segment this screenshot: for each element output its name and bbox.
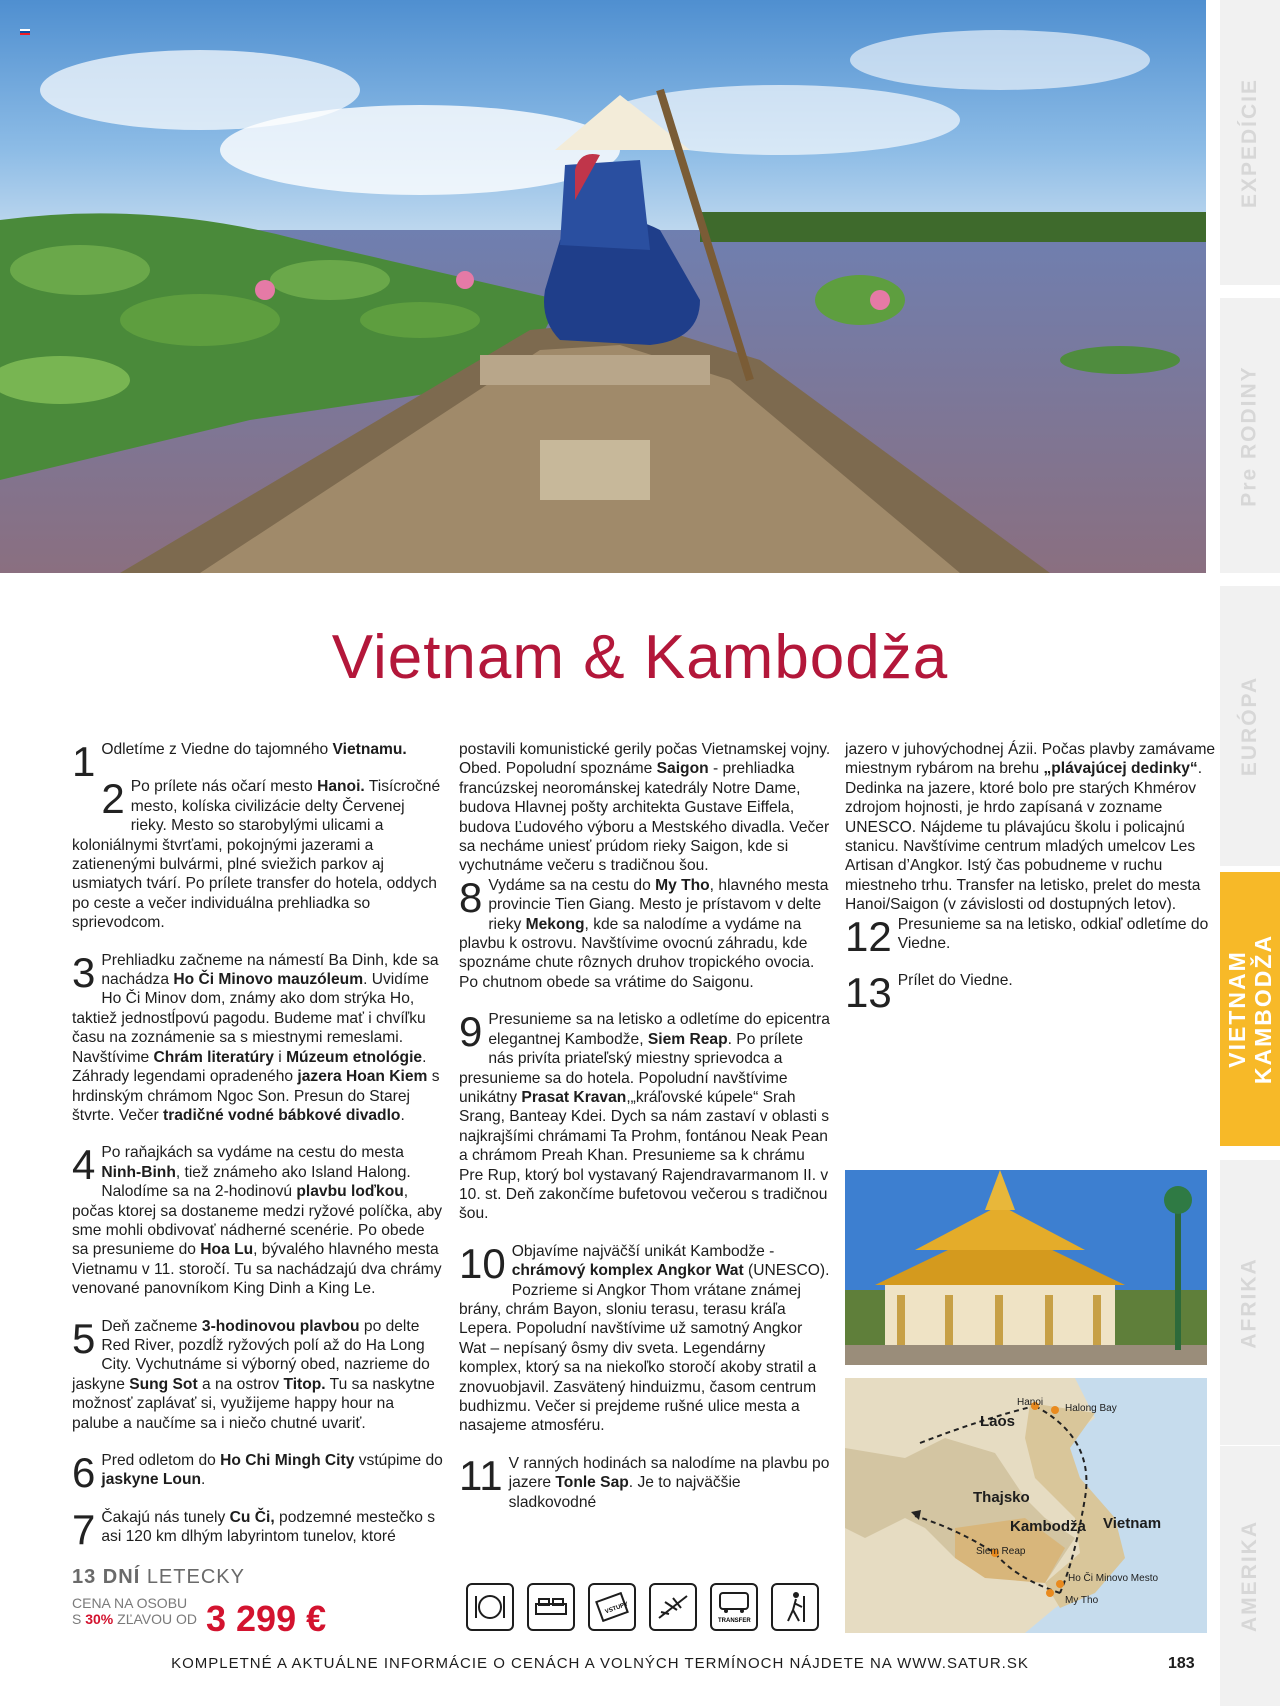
itinerary-day-4 bbox=[72, 1143, 444, 1298]
itinerary-column-1 bbox=[72, 740, 444, 1565]
day-number: 5 bbox=[72, 1314, 96, 1362]
footer-info: KOMPLETNÉ A AKTUÁLNE INFORMÁCIE O CENÁCH A VOLNÝCH TERMÍNOCH NÁJDETE NA WWW.SATUR.SK bbox=[171, 1655, 1029, 1672]
day-number: 3 bbox=[72, 948, 96, 996]
map-label-ho-chi-minh: Ho Či Minovo Mesto bbox=[1068, 1573, 1159, 1584]
tab-vietnam-kambodza[interactable]: VIETNAM KAMBODŽA bbox=[1220, 872, 1280, 1146]
itinerary-day-2 bbox=[72, 777, 444, 932]
itinerary-column-3 bbox=[845, 740, 1217, 1017]
flag-icon bbox=[20, 22, 30, 28]
itinerary-day-6 bbox=[72, 1449, 444, 1496]
tab-amerika[interactable]: AMERIKA bbox=[1220, 1446, 1280, 1706]
route-map bbox=[845, 1378, 1207, 1633]
price-block bbox=[72, 1566, 452, 1639]
map-label-laos: Laos bbox=[980, 1413, 1016, 1430]
itinerary-day-continued bbox=[845, 740, 1217, 915]
day-number: 12 bbox=[845, 912, 892, 960]
map-label-vietnam: Vietnam bbox=[1103, 1515, 1162, 1532]
map-label-halong-bay: Halong Bay bbox=[1065, 1403, 1117, 1414]
itinerary-day-continued bbox=[459, 740, 831, 876]
service-icons bbox=[466, 1583, 819, 1631]
day-text: Po prílete nás očarí mesto Hanoi. Tisícročné mesto, kolíska civilizácie delty Červenej rieky. Mesto so starobylými ulicami a koloniálnymi štvrťami, pokojnými jazerami a zatienenými bulvármi, plné sviežich parkov aj usmiatych tvárí. Po prílete transfer do hotela, oddych po ceste a večer individuálna prehliadka so sprievodcom. bbox=[72, 778, 441, 932]
price-label: CENA NA OSOBU bbox=[72, 1595, 188, 1611]
page-title: Vietnam & Kambodža bbox=[331, 623, 949, 692]
day-number: 2 bbox=[101, 775, 125, 823]
map-label-thajsko: Thajsko bbox=[973, 1489, 1030, 1506]
day-text: jazero v juhovýchodnej Ázii. Počas plavby zamávame miestnym rybárom na brehu „plávajúcej dedinky“. Dedinka na jazere, ktoré bolo pre starých Khmérov zdrojom hojnosti, je hrdo zapísaná v zozname UNESCO. Nájdeme tu plávajúcu školu i policajnú stanicu. Navštívime centrum mladých umelcov Les Artisan d’Angkor. Istý čas pobudneme v ruchu miestneho trhu. Transfer na letisko, prelet do mesta Hanoi/Saigon (v závislosti od dostupných letov). bbox=[845, 741, 1216, 914]
day-number: 9 bbox=[459, 1008, 483, 1056]
day-text: V ranných hodinách sa nalodíme na plavbu po jazere Tonle Sap. Je to najväčšie sladkovodné bbox=[508, 1454, 830, 1511]
day-text: Objavíme najväčší unikát Kambodže - chrámový komplex Angkor Wat (UNESCO). Pozrieme si Angkor Thom vrátane známej brány, chrám Bayon, sloniu terasu, terasu kráľa Lepera. Popoludní navštívime už samotný Angkor Wat – nepísaný ôsmy div sveta. Legendárny komplex, ktorý sa na niekoľko storočí akoby stratil a znovuobjavil. Zasvätený hinduizmu, časom centrum budhizmu. Večer si prejdeme rušné ulice mesta a nasajeme atmosféru. bbox=[459, 1242, 830, 1435]
svg-text:VSTUPY: VSTUPY bbox=[604, 1601, 630, 1616]
day-text: postavili komunistické gerily počas Vietnamskej vojny. Obed. Popoludní spoznáme Saigon - prehliadka francúzskej neorománskej katedrály Notre Dame, budova Hlavnej pošty architekta Gustave Eiffela, budova Ľudového výboru a Mestského divadla. Večer sa necháme uniesť prúdom rieky Saigon, kde si vychutnáme večeru s tradičnou šou. bbox=[459, 741, 831, 875]
itinerary-day-9 bbox=[459, 1010, 831, 1223]
meals-icon bbox=[466, 1583, 514, 1631]
map-label-my-tho: My Tho bbox=[1065, 1595, 1099, 1606]
tab-afrika[interactable]: AFRIKA bbox=[1220, 1160, 1280, 1445]
entry-ticket-icon bbox=[588, 1583, 636, 1631]
day-text: Pred odletom do Ho Chi Mingh City vstúpime do jaskyne Loun. bbox=[101, 1452, 443, 1489]
hotel-bed-icon bbox=[527, 1583, 575, 1631]
map-label-siem-reap: Siem Reap bbox=[976, 1546, 1026, 1557]
day-number: 7 bbox=[72, 1505, 96, 1553]
page-number: 183 bbox=[1168, 1655, 1195, 1672]
day-text: Po raňajkách sa vydáme na cestu do mesta Ninh-Binh, tiež známeho ako Island Halong. Nalodíme sa na 2-hodinovú plavbu loďkou, počas ktorej sa dostaneme medzi ryžové políčka, aby sme mohli obdivovať nádherné scenérie. Po obede sa presunieme do Hoa Lu, bývalého hlavného mesta Vietnamu v 11. storočí. Tu sa nachádzajú dva chrámy venované panovníkom King Dinh a King Le. bbox=[72, 1144, 443, 1298]
itinerary-day-5 bbox=[72, 1314, 444, 1433]
day-number: 6 bbox=[72, 1449, 96, 1496]
day-text: Odletíme z Viedne do tajomného Vietnamu. bbox=[101, 741, 407, 758]
trip-duration: 13 DNÍ LETECKY bbox=[72, 1566, 245, 1588]
tab-expedicie[interactable]: EXPEDÍCIE bbox=[1220, 0, 1280, 285]
itinerary-day-10 bbox=[459, 1239, 831, 1436]
day-text: Prehliadku začneme na námestí Ba Dinh, kde sa nachádza Ho Či Minovo mauzóleum. Uvidíme Ho Či Minov dom, známy ako dom strýka Ho, taktiež jednostĺpovú pagodu. Budeme mať i chvíľku času na zoznámenie sa s miestnymi remeslami. Navštívime Chrám literatúry i Múzeum etnológie. Záhrady legendami opradeného jazera Hoan Kiem s hrdinským chrámom Ngoc Son. Presun do Starej štvrte. Večer tradičné vodné bábkové divadlo. bbox=[72, 951, 440, 1124]
day-number: 11 bbox=[459, 1451, 503, 1499]
hiking-icon bbox=[771, 1583, 819, 1631]
itinerary-day-11 bbox=[459, 1451, 831, 1512]
tab-pre-rodiny[interactable]: Pre RODINY bbox=[1220, 298, 1280, 573]
itinerary-day-12 bbox=[845, 912, 1217, 960]
itinerary-day-7 bbox=[72, 1505, 444, 1553]
transfer-bus-icon bbox=[710, 1583, 758, 1631]
itinerary-day-1 bbox=[72, 738, 444, 785]
day-text: Presunieme sa na letisko, odkiaľ odletíme do Viedne. bbox=[897, 915, 1209, 953]
day-text: Vydáme sa na cestu do My Tho, hlavného mesta provincie Tien Giang. Mesto je prístavom v delte rieky Mekong, kde sa nalodíme a vydáme na plavbu k ostrovu. Navštívime ovocnú záhradu, kde spoznáme chute rôznych druhov tropického ovocia. Po chutnom obede sa vrátime do Saigonu. bbox=[459, 876, 829, 991]
map-label-kambodza: Kambodža bbox=[1010, 1518, 1086, 1535]
royal-palace-photo bbox=[845, 1170, 1207, 1365]
hero-photo-mekong-boat bbox=[0, 0, 1206, 573]
discount-label: S 30% ZĽAVOU OD bbox=[72, 1611, 198, 1627]
svg-text:TRANSFER: TRANSFER bbox=[718, 1618, 751, 1624]
day-number: 4 bbox=[72, 1141, 96, 1189]
day-text: Prílet do Viedne. bbox=[897, 972, 1013, 990]
itinerary-day-3 bbox=[72, 948, 444, 1126]
day-number: 13 bbox=[845, 969, 892, 1017]
price-amount: 3 299 € bbox=[206, 1598, 327, 1639]
day-text: Presunieme sa na letisko a odletíme do epicentra elegantnej Kambodže, Siem Reap. Po prílete nás privíta priateľský miestny sprievodca a presunieme sa do hotela. Popoludní navštívime unikátny Prasat Kravan,„kráľovské kúpele“ Srah Srang, Banteay Kdei. Dych sa nám zastaví v oblasti s najkrajšími chrámami Ta Prohm, fontánou Neak Pean a chrámom Preah Khan. Presunieme sa k chrámu Pre Rup, ktorý bol vystavaný Rajendravarmanom II. v 10. st. Deň zakončíme bufetovou večerou s tradičnou šou. bbox=[459, 1011, 830, 1223]
day-number: 8 bbox=[459, 873, 483, 921]
itinerary-day-8 bbox=[459, 873, 831, 992]
day-text: Čakajú nás tunely Cu Či, podzemné mestečko s asi 120 km dlhým labyrintom tunelov, ktoré bbox=[101, 1508, 436, 1546]
day-number: 1 bbox=[72, 738, 96, 785]
itinerary-day-13 bbox=[845, 969, 1217, 1017]
itinerary-column-2 bbox=[459, 740, 831, 1530]
section-tabs bbox=[1220, 0, 1280, 1706]
day-text: Deň začneme 3-hodinovou plavbou po delte Red River, pozdĺž ryžových polí až do Ha Long City. Vychutnáme si výborný obed, nazrieme do jaskyne Sung Sot a na ostrov Titop. Tu sa naskytne možnosť zaplávať si, využijeme happy hour na palube a naučíme sa i niečo chutné uvariť. bbox=[72, 1317, 435, 1432]
tab-europa[interactable]: EURÓPA bbox=[1220, 586, 1280, 866]
day-number: 10 bbox=[459, 1239, 506, 1287]
flight-icon bbox=[649, 1583, 697, 1631]
map-label-hanoi: Hanoi bbox=[1017, 1397, 1044, 1408]
